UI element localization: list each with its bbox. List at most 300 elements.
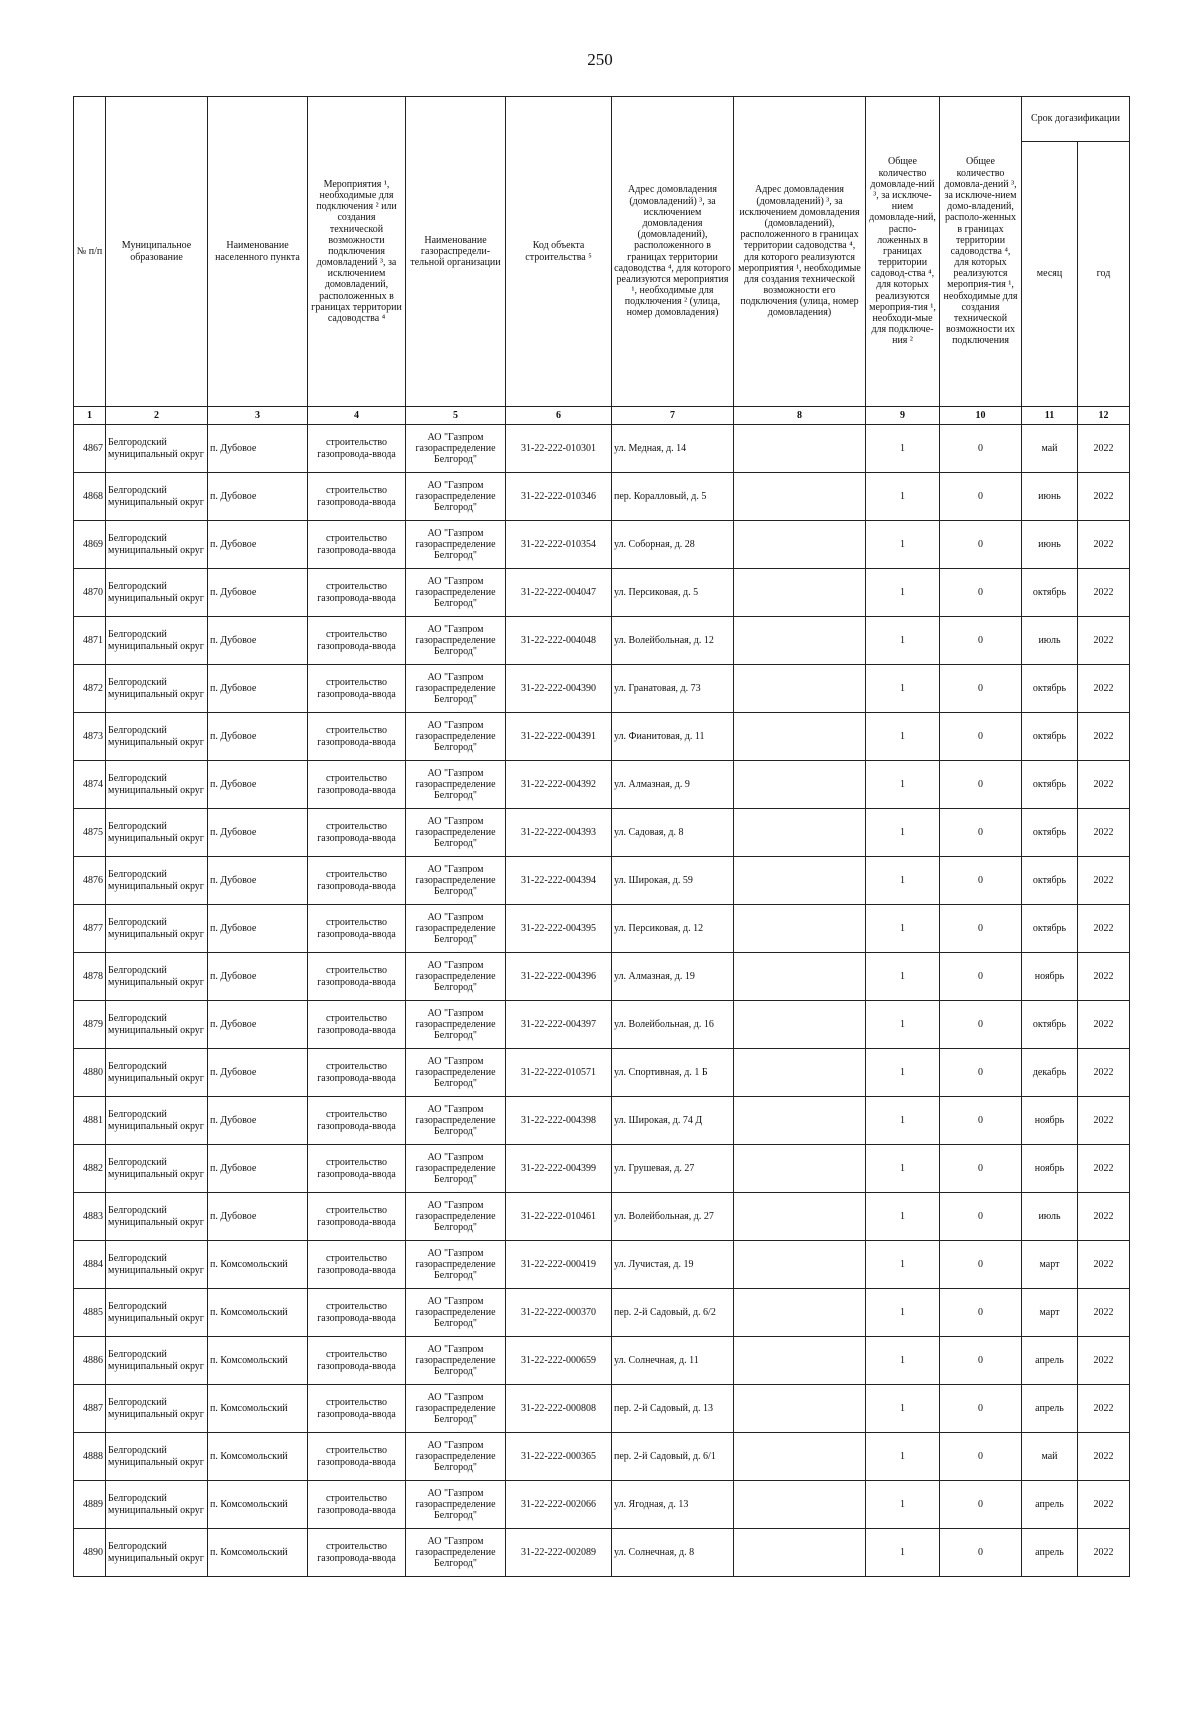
object-code-cell: 31-22-222-010301 — [506, 425, 612, 473]
households-capability-count: 0 — [940, 809, 1022, 857]
municipality-cell: Белгородский муниципальный округ — [106, 1193, 208, 1241]
page-number: 250 — [587, 50, 613, 69]
table-row — [74, 953, 1130, 1001]
year-cell: 2022 — [1078, 953, 1130, 1001]
year-cell: 2022 — [1078, 425, 1130, 473]
settlement-cell: п. Комсомольский — [208, 1385, 308, 1433]
object-code-cell: 31-22-222-004395 — [506, 905, 612, 953]
table-row — [74, 521, 1130, 569]
table-header — [74, 97, 1130, 425]
address-capability-cell — [734, 857, 866, 905]
works-cell: строительство газопровода-ввода — [308, 1097, 406, 1145]
settlement-cell: п. Дубовое — [208, 665, 308, 713]
object-code-cell: 31-22-222-004397 — [506, 1001, 612, 1049]
table-row — [74, 617, 1130, 665]
households-capability-count: 0 — [940, 617, 1022, 665]
households-capability-count: 0 — [940, 857, 1022, 905]
municipality-cell: Белгородский муниципальный округ — [106, 1529, 208, 1577]
settlement-cell: п. Дубовое — [208, 521, 308, 569]
table-row — [74, 425, 1130, 473]
address-connection-cell: ул. Персиковая, д. 5 — [612, 569, 734, 617]
households-capability-count: 0 — [940, 521, 1022, 569]
households-capability-count: 0 — [940, 1385, 1022, 1433]
households-connection-count: 1 — [866, 1145, 940, 1193]
year-cell: 2022 — [1078, 473, 1130, 521]
table-row — [74, 1145, 1130, 1193]
row-number: 4882 — [74, 1145, 106, 1193]
organization-cell: АО "Газпром газораспределение Белгород" — [406, 1097, 506, 1145]
object-code-cell: 31-22-222-000365 — [506, 1433, 612, 1481]
month-cell: май — [1022, 425, 1078, 473]
year-cell: 2022 — [1078, 905, 1130, 953]
column-number: 10 — [940, 407, 1022, 425]
organization-cell: АО "Газпром газораспределение Белгород" — [406, 761, 506, 809]
households-capability-count: 0 — [940, 1097, 1022, 1145]
municipality-cell: Белгородский муниципальный округ — [106, 761, 208, 809]
row-number: 4877 — [74, 905, 106, 953]
month-cell: декабрь — [1022, 1049, 1078, 1097]
month-cell: март — [1022, 1241, 1078, 1289]
year-cell: 2022 — [1078, 1337, 1130, 1385]
header-col-5: Наименование газораспредели-тельной организации — [406, 97, 506, 407]
households-capability-count: 0 — [940, 569, 1022, 617]
column-number: 11 — [1022, 407, 1078, 425]
address-capability-cell — [734, 809, 866, 857]
table-row — [74, 761, 1130, 809]
month-cell: октябрь — [1022, 665, 1078, 713]
header-col-12: год — [1078, 142, 1130, 407]
works-cell: строительство газопровода-ввода — [308, 425, 406, 473]
year-cell: 2022 — [1078, 521, 1130, 569]
month-cell: март — [1022, 1289, 1078, 1337]
households-connection-count: 1 — [866, 1529, 940, 1577]
households-capability-count: 0 — [940, 1481, 1022, 1529]
works-cell: строительство газопровода-ввода — [308, 905, 406, 953]
municipality-cell: Белгородский муниципальный округ — [106, 713, 208, 761]
year-cell: 2022 — [1078, 1001, 1130, 1049]
row-number: 4883 — [74, 1193, 106, 1241]
row-number: 4884 — [74, 1241, 106, 1289]
column-numbers-row — [74, 407, 1130, 425]
households-connection-count: 1 — [866, 1385, 940, 1433]
settlement-cell: п. Дубовое — [208, 905, 308, 953]
month-cell: апрель — [1022, 1385, 1078, 1433]
works-cell: строительство газопровода-ввода — [308, 1337, 406, 1385]
address-connection-cell: ул. Гранатовая, д. 73 — [612, 665, 734, 713]
municipality-cell: Белгородский муниципальный округ — [106, 1337, 208, 1385]
row-number: 4881 — [74, 1097, 106, 1145]
organization-cell: АО "Газпром газораспределение Белгород" — [406, 1193, 506, 1241]
settlement-cell: п. Дубовое — [208, 713, 308, 761]
households-capability-count: 0 — [940, 1001, 1022, 1049]
address-connection-cell: ул. Волейбольная, д. 16 — [612, 1001, 734, 1049]
households-connection-count: 1 — [866, 761, 940, 809]
works-cell: строительство газопровода-ввода — [308, 473, 406, 521]
address-connection-cell: пер. 2-й Садовый, д. 13 — [612, 1385, 734, 1433]
municipality-cell: Белгородский муниципальный округ — [106, 1433, 208, 1481]
address-capability-cell — [734, 1145, 866, 1193]
households-connection-count: 1 — [866, 809, 940, 857]
settlement-cell: п. Комсомольский — [208, 1481, 308, 1529]
header-col-3: Наименование населенного пункта — [208, 97, 308, 407]
settlement-cell: п. Дубовое — [208, 569, 308, 617]
organization-cell: АО "Газпром газораспределение Белгород" — [406, 425, 506, 473]
row-number: 4889 — [74, 1481, 106, 1529]
address-connection-cell: ул. Широкая, д. 59 — [612, 857, 734, 905]
households-connection-count: 1 — [866, 857, 940, 905]
address-capability-cell — [734, 1241, 866, 1289]
households-connection-count: 1 — [866, 1481, 940, 1529]
municipality-cell: Белгородский муниципальный округ — [106, 809, 208, 857]
municipality-cell: Белгородский муниципальный округ — [106, 1001, 208, 1049]
households-capability-count: 0 — [940, 473, 1022, 521]
organization-cell: АО "Газпром газораспределение Белгород" — [406, 1529, 506, 1577]
address-connection-cell: ул. Спортивная, д. 1 Б — [612, 1049, 734, 1097]
month-cell: ноябрь — [1022, 1145, 1078, 1193]
address-capability-cell — [734, 1193, 866, 1241]
settlement-cell: п. Дубовое — [208, 809, 308, 857]
table-row — [74, 1193, 1130, 1241]
header-col-6: Код объекта строительства ⁵ — [506, 97, 612, 407]
households-connection-count: 1 — [866, 473, 940, 521]
address-capability-cell — [734, 1337, 866, 1385]
year-cell: 2022 — [1078, 1097, 1130, 1145]
month-cell: октябрь — [1022, 713, 1078, 761]
municipality-cell: Белгородский муниципальный округ — [106, 1289, 208, 1337]
month-cell: ноябрь — [1022, 953, 1078, 1001]
households-capability-count: 0 — [940, 1145, 1022, 1193]
object-code-cell: 31-22-222-004390 — [506, 665, 612, 713]
address-capability-cell — [734, 1049, 866, 1097]
table-body — [74, 425, 1130, 1577]
column-number: 1 — [74, 407, 106, 425]
month-cell: июнь — [1022, 473, 1078, 521]
address-capability-cell — [734, 953, 866, 1001]
table-row — [74, 569, 1130, 617]
households-capability-count: 0 — [940, 1337, 1022, 1385]
organization-cell: АО "Газпром газораспределение Белгород" — [406, 1049, 506, 1097]
organization-cell: АО "Газпром газораспределение Белгород" — [406, 1241, 506, 1289]
organization-cell: АО "Газпром газораспределение Белгород" — [406, 953, 506, 1001]
households-capability-count: 0 — [940, 1049, 1022, 1097]
households-connection-count: 1 — [866, 1193, 940, 1241]
address-connection-cell: ул. Персиковая, д. 12 — [612, 905, 734, 953]
organization-cell: АО "Газпром газораспределение Белгород" — [406, 1433, 506, 1481]
address-capability-cell — [734, 473, 866, 521]
table-row — [74, 1241, 1130, 1289]
households-connection-count: 1 — [866, 521, 940, 569]
table-row — [74, 1049, 1130, 1097]
row-number: 4869 — [74, 521, 106, 569]
year-cell: 2022 — [1078, 1289, 1130, 1337]
table-row — [74, 1385, 1130, 1433]
object-code-cell: 31-22-222-004394 — [506, 857, 612, 905]
table-row — [74, 1097, 1130, 1145]
organization-cell: АО "Газпром газораспределение Белгород" — [406, 713, 506, 761]
address-capability-cell — [734, 1433, 866, 1481]
year-cell: 2022 — [1078, 857, 1130, 905]
month-cell: ноябрь — [1022, 1097, 1078, 1145]
address-connection-cell: ул. Соборная, д. 28 — [612, 521, 734, 569]
year-cell: 2022 — [1078, 1193, 1130, 1241]
settlement-cell: п. Комсомольский — [208, 1337, 308, 1385]
row-number: 4890 — [74, 1529, 106, 1577]
address-capability-cell — [734, 521, 866, 569]
settlement-cell: п. Дубовое — [208, 1145, 308, 1193]
organization-cell: АО "Газпром газораспределение Белгород" — [406, 617, 506, 665]
table-row — [74, 1433, 1130, 1481]
object-code-cell: 31-22-222-004391 — [506, 713, 612, 761]
address-capability-cell — [734, 617, 866, 665]
households-connection-count: 1 — [866, 1433, 940, 1481]
row-number: 4872 — [74, 665, 106, 713]
table-row — [74, 1001, 1130, 1049]
month-cell: октябрь — [1022, 569, 1078, 617]
object-code-cell: 31-22-222-004399 — [506, 1145, 612, 1193]
row-number: 4871 — [74, 617, 106, 665]
address-capability-cell — [734, 425, 866, 473]
year-cell: 2022 — [1078, 1145, 1130, 1193]
year-cell: 2022 — [1078, 665, 1130, 713]
address-connection-cell: ул. Грушевая, д. 27 — [612, 1145, 734, 1193]
header-col-11: месяц — [1022, 142, 1078, 407]
settlement-cell: п. Дубовое — [208, 425, 308, 473]
organization-cell: АО "Газпром газораспределение Белгород" — [406, 857, 506, 905]
table-row — [74, 1529, 1130, 1577]
settlement-cell: п. Дубовое — [208, 1001, 308, 1049]
settlement-cell: п. Дубовое — [208, 953, 308, 1001]
column-number: 2 — [106, 407, 208, 425]
year-cell: 2022 — [1078, 1529, 1130, 1577]
works-cell: строительство газопровода-ввода — [308, 1529, 406, 1577]
column-number: 7 — [612, 407, 734, 425]
table-row — [74, 1289, 1130, 1337]
settlement-cell: п. Дубовое — [208, 1049, 308, 1097]
address-connection-cell: ул. Солнечная, д. 11 — [612, 1337, 734, 1385]
address-connection-cell: пер. Коралловый, д. 5 — [612, 473, 734, 521]
settlement-cell: п. Дубовое — [208, 617, 308, 665]
address-capability-cell — [734, 905, 866, 953]
households-connection-count: 1 — [866, 1241, 940, 1289]
header-col-1: № п/п — [74, 97, 106, 407]
municipality-cell: Белгородский муниципальный округ — [106, 665, 208, 713]
table-row — [74, 1337, 1130, 1385]
address-capability-cell — [734, 1481, 866, 1529]
settlement-cell: п. Дубовое — [208, 1193, 308, 1241]
households-capability-count: 0 — [940, 1241, 1022, 1289]
settlement-cell: п. Комсомольский — [208, 1529, 308, 1577]
households-capability-count: 0 — [940, 665, 1022, 713]
households-connection-count: 1 — [866, 1097, 940, 1145]
month-cell: апрель — [1022, 1481, 1078, 1529]
table-row — [74, 857, 1130, 905]
year-cell: 2022 — [1078, 809, 1130, 857]
municipality-cell: Белгородский муниципальный округ — [106, 857, 208, 905]
header-col-7: Адрес домовладения (домовладений) ³, за исключением домовладения (домовладений), расположенного в границах территории садоводства ⁴, для которого реализуются мероприятия ¹, необходимые для подключения ² (улица, номер домовладения) — [612, 97, 734, 407]
object-code-cell: 31-22-222-000659 — [506, 1337, 612, 1385]
address-capability-cell — [734, 713, 866, 761]
year-cell: 2022 — [1078, 1385, 1130, 1433]
address-capability-cell — [734, 1289, 866, 1337]
row-number: 4873 — [74, 713, 106, 761]
address-connection-cell: ул. Садовая, д. 8 — [612, 809, 734, 857]
address-connection-cell: ул. Фианитовая, д. 11 — [612, 713, 734, 761]
households-connection-count: 1 — [866, 425, 940, 473]
address-connection-cell: ул. Медная, д. 14 — [612, 425, 734, 473]
table-row — [74, 905, 1130, 953]
header-term: Срок догазификации — [1022, 97, 1130, 142]
municipality-cell: Белгородский муниципальный округ — [106, 1385, 208, 1433]
object-code-cell: 31-22-222-002089 — [506, 1529, 612, 1577]
works-cell: строительство газопровода-ввода — [308, 521, 406, 569]
works-cell: строительство газопровода-ввода — [308, 809, 406, 857]
row-number: 4870 — [74, 569, 106, 617]
month-cell: октябрь — [1022, 857, 1078, 905]
address-connection-cell: ул. Ягодная, д. 13 — [612, 1481, 734, 1529]
row-number: 4874 — [74, 761, 106, 809]
settlement-cell: п. Комсомольский — [208, 1289, 308, 1337]
households-connection-count: 1 — [866, 1289, 940, 1337]
settlement-cell: п. Дубовое — [208, 473, 308, 521]
settlement-cell: п. Дубовое — [208, 761, 308, 809]
object-code-cell: 31-22-222-010571 — [506, 1049, 612, 1097]
municipality-cell: Белгородский муниципальный округ — [106, 953, 208, 1001]
address-connection-cell: ул. Волейбольная, д. 27 — [612, 1193, 734, 1241]
month-cell: октябрь — [1022, 1001, 1078, 1049]
column-number: 8 — [734, 407, 866, 425]
row-number: 4875 — [74, 809, 106, 857]
object-code-cell: 31-22-222-010354 — [506, 521, 612, 569]
address-capability-cell — [734, 1385, 866, 1433]
header-col-2: Муниципальное образование — [106, 97, 208, 407]
works-cell: строительство газопровода-ввода — [308, 1289, 406, 1337]
gasification-table — [73, 96, 1130, 1577]
organization-cell: АО "Газпром газораспределение Белгород" — [406, 1481, 506, 1529]
households-capability-count: 0 — [940, 713, 1022, 761]
organization-cell: АО "Газпром газораспределение Белгород" — [406, 1385, 506, 1433]
households-connection-count: 1 — [866, 665, 940, 713]
object-code-cell: 31-22-222-004393 — [506, 809, 612, 857]
households-connection-count: 1 — [866, 905, 940, 953]
row-number: 4887 — [74, 1385, 106, 1433]
households-capability-count: 0 — [940, 1433, 1022, 1481]
address-capability-cell — [734, 665, 866, 713]
municipality-cell: Белгородский муниципальный округ — [106, 1097, 208, 1145]
column-number: 5 — [406, 407, 506, 425]
works-cell: строительство газопровода-ввода — [308, 953, 406, 1001]
month-cell: май — [1022, 1433, 1078, 1481]
address-connection-cell: пер. 2-й Садовый, д. 6/2 — [612, 1289, 734, 1337]
address-capability-cell — [734, 761, 866, 809]
works-cell: строительство газопровода-ввода — [308, 713, 406, 761]
works-cell: строительство газопровода-ввода — [308, 617, 406, 665]
households-capability-count: 0 — [940, 905, 1022, 953]
year-cell: 2022 — [1078, 713, 1130, 761]
object-code-cell: 31-22-222-004398 — [506, 1097, 612, 1145]
municipality-cell: Белгородский муниципальный округ — [106, 1481, 208, 1529]
works-cell: строительство газопровода-ввода — [308, 1001, 406, 1049]
municipality-cell: Белгородский муниципальный округ — [106, 1145, 208, 1193]
organization-cell: АО "Газпром газораспределение Белгород" — [406, 1145, 506, 1193]
month-cell: октябрь — [1022, 809, 1078, 857]
organization-cell: АО "Газпром газораспределение Белгород" — [406, 569, 506, 617]
organization-cell: АО "Газпром газораспределение Белгород" — [406, 473, 506, 521]
address-capability-cell — [734, 569, 866, 617]
column-number: 6 — [506, 407, 612, 425]
header-col-10: Общее количество домовла-дений ³, за исключе-нием домо-владений, располо-женных в границах территории садоводства ⁴, для которых реализуются мероприя-тия ¹, необходимые для создания технической возможности их подключения — [940, 97, 1022, 407]
municipality-cell: Белгородский муниципальный округ — [106, 569, 208, 617]
object-code-cell: 31-22-222-004048 — [506, 617, 612, 665]
object-code-cell: 31-22-222-010461 — [506, 1193, 612, 1241]
organization-cell: АО "Газпром газораспределение Белгород" — [406, 1001, 506, 1049]
works-cell: строительство газопровода-ввода — [308, 569, 406, 617]
works-cell: строительство газопровода-ввода — [308, 857, 406, 905]
row-number: 4885 — [74, 1289, 106, 1337]
organization-cell: АО "Газпром газораспределение Белгород" — [406, 521, 506, 569]
address-capability-cell — [734, 1097, 866, 1145]
column-number: 4 — [308, 407, 406, 425]
works-cell: строительство газопровода-ввода — [308, 1241, 406, 1289]
month-cell: октябрь — [1022, 905, 1078, 953]
settlement-cell: п. Комсомольский — [208, 1433, 308, 1481]
table-row — [74, 473, 1130, 521]
works-cell: строительство газопровода-ввода — [308, 1433, 406, 1481]
households-connection-count: 1 — [866, 1001, 940, 1049]
households-capability-count: 0 — [940, 953, 1022, 1001]
address-capability-cell — [734, 1529, 866, 1577]
row-number: 4888 — [74, 1433, 106, 1481]
organization-cell: АО "Газпром газораспределение Белгород" — [406, 809, 506, 857]
row-number: 4880 — [74, 1049, 106, 1097]
households-capability-count: 0 — [940, 425, 1022, 473]
object-code-cell: 31-22-222-002066 — [506, 1481, 612, 1529]
address-connection-cell: ул. Широкая, д. 74 Д — [612, 1097, 734, 1145]
row-number: 4879 — [74, 1001, 106, 1049]
row-number: 4886 — [74, 1337, 106, 1385]
organization-cell: АО "Газпром газораспределение Белгород" — [406, 1289, 506, 1337]
households-connection-count: 1 — [866, 1049, 940, 1097]
object-code-cell: 31-22-222-010346 — [506, 473, 612, 521]
header-col-8: Адрес домовладения (домовладений) ³, за исключением домовладения (домовладений), расположенного в границах территории садоводства ⁴, для которого реализуются мероприятия ¹, необходимые для создания технической возможности его подключения (улица, номер домовладения) — [734, 97, 866, 407]
settlement-cell: п. Дубовое — [208, 1097, 308, 1145]
municipality-cell: Белгородский муниципальный округ — [106, 1241, 208, 1289]
object-code-cell: 31-22-222-000808 — [506, 1385, 612, 1433]
object-code-cell: 31-22-222-000370 — [506, 1289, 612, 1337]
object-code-cell: 31-22-222-004396 — [506, 953, 612, 1001]
households-connection-count: 1 — [866, 617, 940, 665]
municipality-cell: Белгородский муниципальный округ — [106, 473, 208, 521]
object-code-cell: 31-22-222-004392 — [506, 761, 612, 809]
table-row — [74, 665, 1130, 713]
row-number: 4867 — [74, 425, 106, 473]
works-cell: строительство газопровода-ввода — [308, 665, 406, 713]
year-cell: 2022 — [1078, 617, 1130, 665]
households-capability-count: 0 — [940, 1529, 1022, 1577]
month-cell: июль — [1022, 617, 1078, 665]
households-connection-count: 1 — [866, 1337, 940, 1385]
year-cell: 2022 — [1078, 1241, 1130, 1289]
organization-cell: АО "Газпром газораспределение Белгород" — [406, 1337, 506, 1385]
municipality-cell: Белгородский муниципальный округ — [106, 425, 208, 473]
works-cell: строительство газопровода-ввода — [308, 761, 406, 809]
object-code-cell: 31-22-222-004047 — [506, 569, 612, 617]
month-cell: июнь — [1022, 521, 1078, 569]
month-cell: июль — [1022, 1193, 1078, 1241]
year-cell: 2022 — [1078, 1481, 1130, 1529]
municipality-cell: Белгородский муниципальный округ — [106, 617, 208, 665]
households-connection-count: 1 — [866, 953, 940, 1001]
table-row — [74, 713, 1130, 761]
